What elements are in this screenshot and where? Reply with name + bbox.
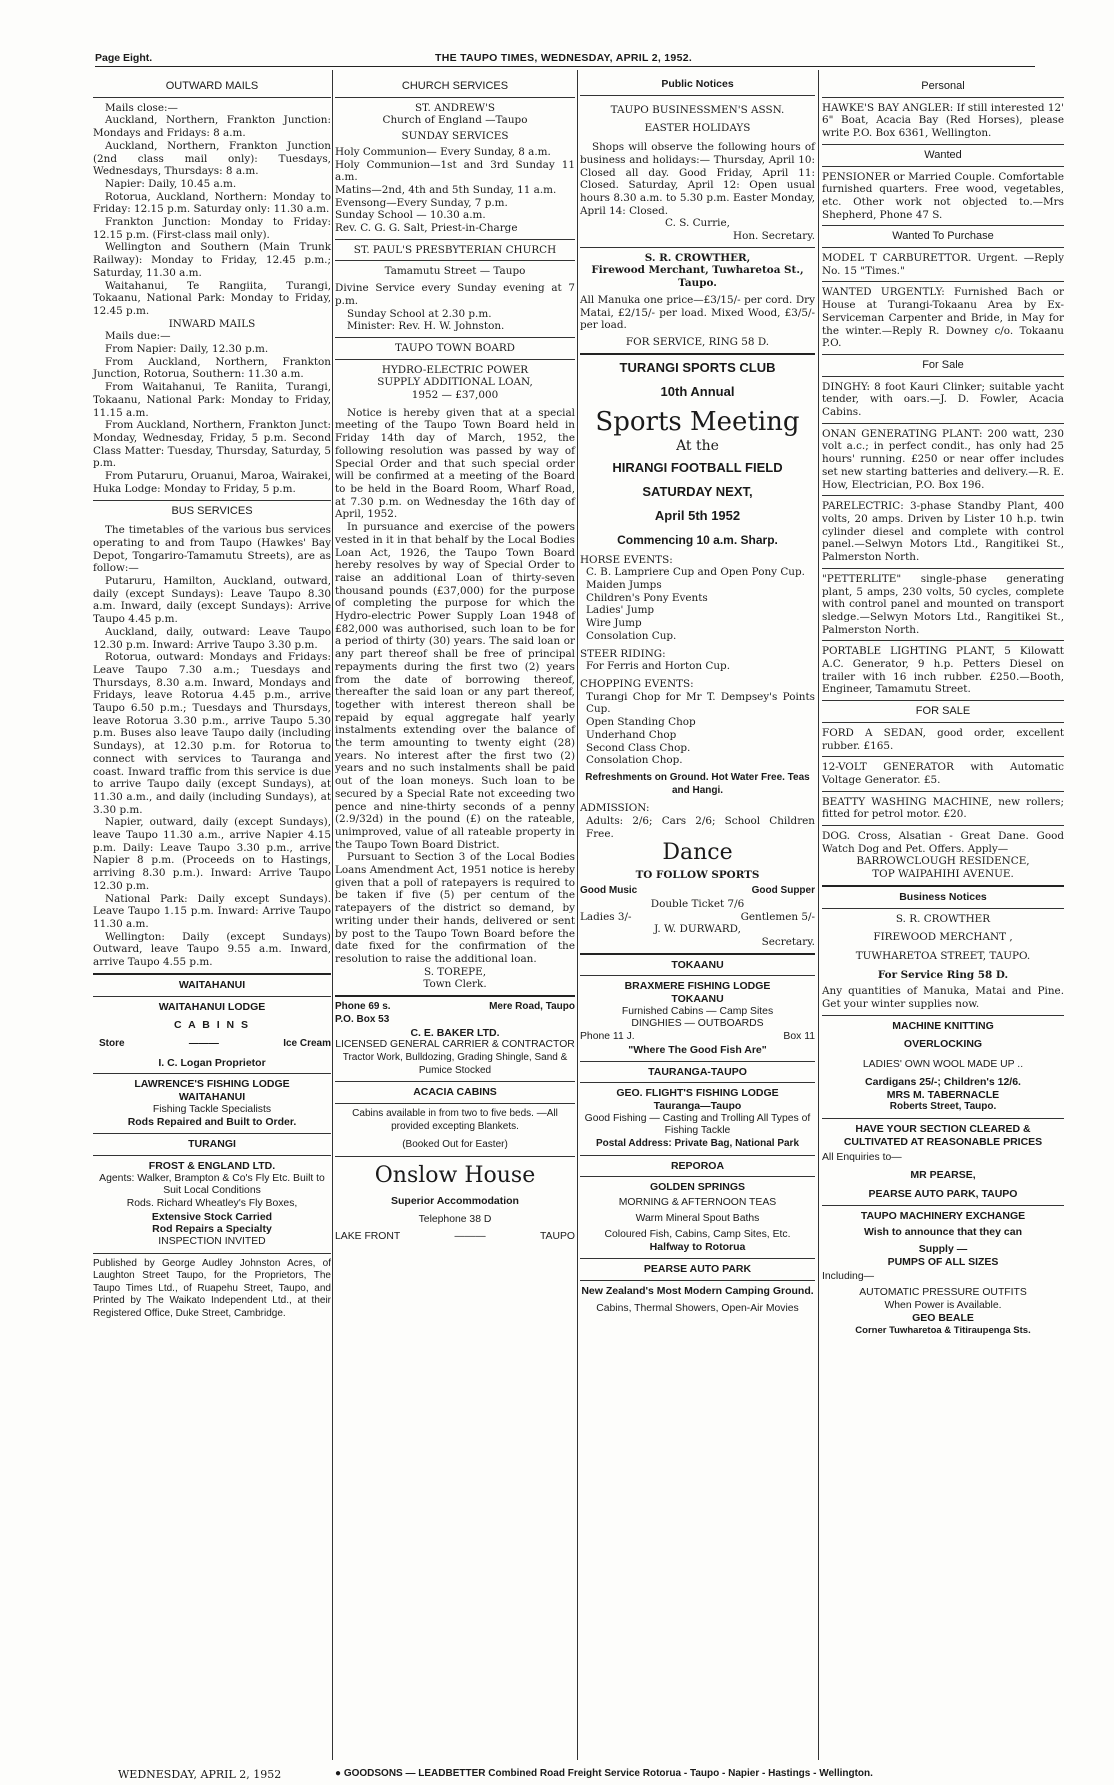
freight-banner: ● GOODSONS — LEADBETTER Combined Road Freight Service Rotorua - Taupo - Napier - Hastings - Wellington. (335, 1768, 873, 1779)
column-divider (332, 70, 333, 1760)
golden-line: Warm Mineral Spout Baths (635, 1212, 760, 1224)
event-line: Consolation Cup. (586, 629, 677, 642)
column-classifieds (822, 78, 1064, 1338)
golden-line: Halfway to Rotorua (649, 1241, 746, 1254)
event-line: Open Standing Chop (586, 716, 696, 729)
pearse-auto-park: PEARSE AUTO PARK (643, 1263, 752, 1275)
flight-address: Postal Address: Private Bag, National Park (595, 1138, 800, 1150)
crowther-line: Firewood Merchant, Tuwharetoa St., Taupo. (591, 264, 804, 290)
notice-paragraph: In pursuance and exercise of the powers vested in it in that behalf by the Local Bodies Loan Act, 1926, the Taupo Town Board hereby resolves by way of Special Order to raise an additional Loan of thirty-seven thousand pounds (£37,000) for the purpose of completing the purpose for which the Hydro-electric Power Supply Loan 1948 of £82,000 was authorised, such loan to be for a period of thirty (30) years. The said loan or any part thereof shall be free of principal repayments during the first two (2) years from the date of borrowing thereof, thereafter the said loan or any part thereof, together with interest thereon shall be repaid by equal aggregate half yearly instalments extending over the balance of the term amounting to twenty eight (28) years. No interest after the first two (2) years and no such instalments shall be paid out of the loan moneys. Such loan to be secured by a Special Rate not exceeding two pence and nine-thirty seconds of a penny (2.9/32d) in the pound (£) on the rateable, unimproved, value of all rateable property in the Taupo Town Board District. (335, 521, 575, 851)
event-line: C. B. Lampriere Cup and Open Pony Cup. (586, 566, 805, 579)
personal-heading: Personal (921, 80, 965, 92)
baker-box: P.O. Box 53 (335, 1013, 390, 1025)
event-line: Second Class Chop. (586, 741, 691, 754)
pearse-line: New Zealand's Most Modern Camping Ground. (581, 1284, 814, 1297)
mail-line: From Napier: Daily, 12.30 p.m. (105, 343, 269, 356)
classified-ad: ONAN GENERATING PLANT: 200 watt, 230 volt a.c.; in perfect condit., has only had 25 hours' running. £250 or near offer includes set new starting batteries and delivery.—R. E. How, Electrician, P.O. Box 196. (822, 427, 1065, 491)
golden-springs: GOLDEN SPRINGS (649, 1181, 746, 1194)
hydro-heading: SUPPLY ADDITIONAL LOAN, (377, 376, 533, 389)
tuwharetoa-street: TUWHARETOA STREET, TAUPO. (855, 949, 1031, 962)
waitahanui-heading: WAITAHANUI (178, 978, 246, 991)
section-cleared: HAVE YOUR SECTION CLEARED & CULTIVATED AT REASONABLE PRICES (843, 1123, 1043, 1148)
baker-phone: Phone 69 s. (335, 1001, 391, 1013)
service-line: Sunday School at 2.30 p.m. (347, 307, 492, 320)
mail-line: Waitahanui, Te Rangiita, Turangi, Tokaanu, National Park: Monday to Friday, 12.45 p.m. (93, 279, 331, 317)
footer-date: WEDNESDAY, APRIL 2, 1952 (118, 1768, 282, 1781)
pearse-park: PEARSE AUTO PARK, TAUPO (868, 1187, 1018, 1200)
mail-line: Mails due:— (105, 330, 171, 343)
classified-ad: HAWKE'S BAY ANGLER: If still interested 12' 6" Boat, Acacia Bay (Red Horses), please write P.O. Box 6361, Wellington. (822, 101, 1064, 140)
braxmere-box: Box 11 (783, 1031, 815, 1043)
classified-ad: MODEL T CARBURETTOR. Urgent. —Reply No. 15 "Times." (822, 252, 1064, 277)
knitting-line: LADIES' OWN WOOL MADE UP .. (862, 1059, 1024, 1071)
horse-events: HORSE EVENTS: (580, 553, 673, 566)
at-the: At the (676, 437, 719, 454)
classified-ad: FORD A SEDAN, good order, excellent rubber. £165. (822, 726, 1064, 752)
event-line: Turangi Chop for Mr T. Dempsey's Points Cup. (586, 690, 815, 716)
sunday-services: SUNDAY SERVICES (401, 130, 509, 143)
classified-ad: WANTED URGENTLY: Furnished Bach or House at Turangi-Tokaanu Area by Ex-Serviceman Carpenter and Bride, in May for the winter.—Reply R. Downey c/o. Tokaanu P.O. (822, 286, 1064, 350)
currie: C. S. Currie, (665, 217, 730, 230)
column-church: CHURCH SERVICES ST. ANDREW'S Church of England —Taupo SUNDAY SERVICES Holy Communion— Every Sunday, 8 a.m. Holy Communion—1st and 3rd Sunday 11 a.m. Matins—2nd, 4th and 5th Sunday, 11 a.m. Evensong—Every Sunday, 7 p.m. Sunday School — 10.30 a.m. Rev. C. G. G. Salt, Priest-in-Charge ST. PAUL'S PRESBYTERIAN CHURCH Tamamutu Street — Taupo Divine Service every Sunday evening at 7 p.m. Sunday School at 2.30 p.m. Minister: Rev. H. W. Johnston. TAUPO TOWN BOARD HYDRO-ELECTRIC POWER SUPPLY ADDITIONAL LOAN, 1952 — £37,000 Notice is hereby given that at a special meeting of the Taupo Town Board held in Friday 14th day of March, 1952, the following resolution was passed by way of Special Order and that such special order will be confirmed at a meeting of the Board to be held in the Board Room, Wharf Road, at 7.30 p.m. on Wednesday the 16th day of April, 1952. In pursuance and exercise of the powers vested in it in that behalf by the Local Bodies Loan Act, 1926, the Taupo Town Board hereby resolves by way of Special Order to raise an additional Loan of thirty-seven thousand pounds (£37,000) for the purpose of completing the purpose for which the Hydro-electric Power Supply Loan 1948 of £82,000 was authorised, such loan to be for a period of thirty (30) years. The said loan or any part thereof shall be free of principal repayments during the first two (2) years from the date of borrowing thereof, thereafter the said loan or any part thereof, together with interest thereon shall be repaid by equal aggregate half yearly instalments extending over the balance of the term amounting to twenty eight (28) years. No interest after the first two (2) years and no such instalments shall be paid out of the loan moneys. Such loan to be secured by a Special Rate not exceeding two pence and nine-thirty seconds of a penny (2.9/32d) in the pound (£) on the rateable, unimproved, value of all rateable property in the Taupo Town Board District. Pursuant to Section 3 of the Local Bodies Loans Amendment Act, 1951 notice is hereby given that a poll of ratepayers is required to be taken if five (5) per centum of the ratepayers of the district so demand, by writing under their hands, delivered or sent by post to the Taupo Town Board before the date fixed for the confirmation of the resolution to raise the additional loan. S. TOREPE, Town Clerk. Phone 69 s. Mere Road, Taupo P.O. Box 53 C. E. BAKER LTD. LICENSED GENERAL CARRIER & CONTRACTOR Tractor Work, Bulldozing, Grading Shingle, Sand & Pumice Stocked ACACIA CABINS Cabins available in from two to five beds. —All provided excepting Blankets. (Booked Out for Easter) Onslow House Superior Accommodation Telephone 38 D LAKE FRONT ——— TAUPO (335, 80, 575, 1242)
acacia-line: Cabins available in from two to five beds. —All provided excepting Blankets. (352, 1108, 558, 1132)
enquiries: All Enquiries to— (822, 1152, 902, 1164)
tamamutu-street: Tamamutu Street — Taupo (384, 265, 526, 278)
event-line: Wire Jump (586, 617, 642, 630)
onslow-line: Superior Accommodation (391, 1195, 519, 1208)
page-header (95, 50, 1035, 67)
event-line: Consolation Chop. (586, 754, 683, 767)
classified-ad: PENSIONER or Married Couple. Comfortable furnished quarters. Free wood, vegetables, etc. Other work not objected to.—Mrs Shepherd, Phone 47 S. (822, 170, 1064, 221)
bus-line: Auckland, daily, outward: Leave Taupo 12.30 p.m. Inward: Arrive Taupo 3.30 p.m. (93, 625, 331, 651)
ladies-price: Ladies 3/- (580, 910, 632, 923)
church-of-england: Church of England —Taupo (382, 114, 528, 127)
classified-ad: "PETTERLITE" single-phase generating plant, 5 amps, 230 volts, 50 cycles, complete with control panel and mounted on transport sledge.—Selwyn Motors Ltd., Rangitikei St., Palmerston North. (822, 572, 1064, 636)
business-notices-heading: Business Notices (899, 890, 987, 903)
braxmere-line: DINGHIES — OUTBOARDS (631, 1018, 764, 1030)
lawrence-place: WAITAHANUI (178, 1091, 246, 1104)
signature-title: Town Clerk. (423, 978, 487, 991)
baker-name: C. E. BAKER LTD. (410, 1026, 500, 1039)
frost-line: INSPECTION INVITED (158, 1236, 266, 1248)
tokaanu-heading: TOKAANU (671, 958, 724, 971)
classified-ad: PARELECTRIC: 3-phase Standby Plant, 400 volts, 20 amps. Driven by Lister 10 h.p. twin cylinder diesel and complete with control panel.—Selwyn Motors Ltd., Rangitikei St., Palmerston North. (822, 500, 1064, 564)
braxmere-title: BRAXMERE FISHING LODGE (624, 980, 771, 993)
tabernacle: MRS M. TABERNACLE (886, 1088, 1000, 1101)
turangi-heading: TURANGI (188, 1138, 236, 1151)
event-line: Ladies' Jump (586, 604, 655, 617)
frost-title: FROST & ENGLAND LTD. (148, 1159, 276, 1172)
store-label: Store (99, 1037, 125, 1049)
church-services-heading: CHURCH SERVICES (401, 80, 509, 92)
column-mails: OUTWARD MAILS Mails close:— Auckland, Northern, Frankton Junction: Mondays and Fridays: 8 a.m. Auckland, Northern, Frankton Junction (2nd class mail only): Tuesdays, Wednesdays, Thursdays: 8 a.m. Napier: Daily, 10.45 a.m. Rotorua, Auckland, Northern: Monday to Friday: 12.15 p.m. Saturday only: 11.30 a.m. Frankton Junction: Monday to Friday: 12.15 p.m. (First-class mail only). Wellington and Southern (Main Trunk Railway): Monday to Friday, 12.45 p.m.; Saturday, 11.30 a.m. Waitahanui, Te Rangiita, Turangi, Tokaanu, National Park: Monday to Friday, 12.45 p.m. INWARD MAILS Mails due:— From Napier: Daily, 12.30 p.m. From Auckland, Northern, Frankton Junction, Rotorua, Southern: 11.30 a.m. From Waitahanui, Te Raniita, Turangi, Tokaanu, National Park: Monday to Friday, 11.15 a.m. From Auckland, Northern, Frankton Junct: Monday, Wednesday, Friday, 5 p.m. Second Class Matter: Tuesday, Thursday, Saturday, 5 p.m. From Putaruru, Oruanui, Maroa, Wairakei, Huka Lodge: Monday to Friday, 5 p.m. BUS SERVICES The timetables of the various bus services operating to and from Taupo (Hawkes' Bay Depot, Tongariro-Tamamutu Streets), are as follow:— Putaruru, Hamilton, Auckland, outward, daily (except Sundays): Leave Taupo 8.30 a.m. Inward, daily (except Sundays): Arrive Taupo 4.45 p.m. Auckland, daily, outward: Leave Taupo 12.30 p.m. Inward: Arrive Taupo 3.30 p.m. Rotorua, outward: Mondays and Fridays: Leave Taupo 7.30 a.m.; Tuesdays and Thursdays, 8.30 a.m. Inward, Mondays and Fridays, leave Rotorua 4.45 p.m., arrive Taupo 6.50 p.m.; Tuesdays and Thursdays, leave Rotorua 3.30 p.m., arrive Taupo 5.30 p.m. Buses also leave Taupo daily (including Sundays), at 12.30 p.m. for Rotorua to connect with services to Tauranga and coast. Inward traffic from this service is due to arrive Taupo daily (except Sundays), at 11.30 a.m., and daily (including Sundays), at 3.30 p.m. Napier, outward, daily (except Sundays), leave Taupo 11.30 a.m., arrive Napier 4.15 p.m. Daily: Leave Taupo 3.30 p.m., arrive Napier 8 p.m. (Proceeds on to Hastings, arriving 8.30 p.m.). Inward: Arrive Taupo 12.30 p.m. National Park: Daily except Sundays). Leave Taupo 1.15 p.m. Inward: Arrive Taupo 11.30 a.m. Wellington: Daily (except Sundays) Outward, leave Taupo 9.55 a.m. Inward, arrive Taupo 4.55 p.m. WAITAHANUI WAITAHANUI LODGE C A B I N S Store ——— Ice Cream I. C. Logan Proprietor LAWRENCE'S FISHING LODGE WAITAHANUI Fishing Tackle Specialists Rods Repaired and Built to Order. TURANGI FROST & ENGLAND LTD. Agents: Walker, Brampton & Co's Fly Etc. Built to Suit Local Conditions Rods. Richard Wheatley's Fly Boxes, Extensive Stock Carried Rod Repairs a Specialty INSPECTION INVITED Published by George Audley Johnston Acres, of Laughton Street Taupo, for the Proprietors, The Taupo Times Ltd., of Ruapehu Street, Taupo, and Printed by The Waikato Independent Ltd., at their Registered Office, Duke Street, Cambridge. (93, 80, 331, 1319)
roberts-street: Roberts Street, Taupo. (889, 1101, 997, 1113)
gents-price: Gentlemen 5/- (740, 910, 815, 923)
frost-line: Rods. Richard Wheatley's Fly Boxes, (126, 1197, 298, 1209)
hydro-heading: HYDRO-ELECTRIC POWER (381, 363, 529, 376)
classified-ad: DINGHY: 8 foot Kauri Clinker; suitable yacht tender, with oars.—J. D. Fowler, Acacia Cabins. (822, 380, 1064, 419)
braxmere-place: TOKAANU (671, 993, 724, 1006)
service-ring: For Service Ring 58 D. (877, 968, 1009, 981)
service-line: Divine Service every Sunday evening at 7 p.m. (335, 282, 575, 307)
admission-line: Adults: 2/6; Cars 2/6; School Children Free. (586, 815, 815, 840)
st-andrews: ST. ANDREW'S (414, 101, 496, 114)
notice-paragraph: Pursuant to Section 3 of the Local Bodies Loans Amendment Act, 1951 notice is hereby given that a poll of ratepayers is required to be taken if five (5) per centum of the ratepayers of the district so demand, by writing under their hands, delivered or sent by post to the Taupo Town Board before the date fixed for the confirmation of the resolution to raise the additional loan. (335, 851, 575, 965)
service-line: Matins—2nd, 4th and 5th Sunday, 11 a.m. (335, 183, 557, 196)
braxmere-phone: Phone 11 J. (580, 1031, 635, 1043)
st-pauls: ST. PAUL'S PRESBYTERIAN CHURCH (353, 243, 557, 256)
follow-sports: TO FOLLOW SPORTS (635, 869, 760, 882)
barrowclough: BARROWCLOUGH RESIDENCE, (856, 855, 1030, 868)
machinery-line: Wish to announce that they can (863, 1226, 1022, 1239)
baker-line: LICENSED GENERAL CARRIER & CONTRACTOR (335, 1039, 575, 1051)
crowther-prices: All Manuka one price—£3/15/- per cord. Dry Matai, £2/15/- per load. Mixed Wood, £3/5/- per load. (580, 293, 815, 332)
column-public-notices (580, 78, 815, 1316)
lawrence-tagline: Fishing Tackle Specialists (152, 1103, 272, 1115)
braxmere-slogan: "Where The Good Fish Are" (628, 1043, 767, 1056)
inward-mails-heading: INWARD MAILS (168, 317, 256, 330)
chopping-events: CHOPPING EVENTS: (580, 677, 694, 690)
golden-line: MORNING & AFTERNOON TEAS (618, 1197, 777, 1209)
mail-line: Auckland, Northern, Frankton Junction (2nd class mail only): Tuesdays, Wednesdays, Thursdays: 8 a.m. (93, 139, 331, 178)
bus-line: Wellington: Daily (except Sundays) Outward, leave Taupo 9.55 a.m. Inward, arrive Taupo 4.55 p.m. (93, 930, 331, 969)
businessmen-assn: TAUPO BUSINESSMEN'S ASSN. (610, 103, 785, 116)
flight-title: GEO. FLIGHT'S FISHING LODGE (616, 1087, 779, 1100)
bus-line: National Park: Daily except Sundays). Leave Taupo 1.15 p.m. Inward: Arrive Taupo 11.30 a.m. (93, 892, 331, 930)
mail-line: From Putaruru, Oruanui, Maroa, Wairakei, Huka Lodge: Monday to Friday, 5 p.m. (93, 470, 331, 495)
braxmere-line: Furnished Cabins — Camp Sites (621, 1005, 774, 1017)
admission: ADMISSION: (580, 802, 650, 815)
lawrence-lodge: LAWRENCE'S FISHING LODGE (134, 1078, 290, 1091)
secretary: Secretary. (761, 935, 815, 948)
overlocking: OVERLOCKING (903, 1038, 983, 1051)
steer-riding: STEER RIDING: (580, 647, 666, 660)
mail-line: From Waitahanui, Te Raniita, Turangi, Tokaanu, National Park: Monday to Friday, 11.15 a.m. (93, 381, 331, 419)
frost-line: Extensive Stock Carried (151, 1210, 273, 1223)
baker-line: Tractor Work, Bulldozing, Grading Shingle, Sand & Pumice Stocked (342, 1051, 568, 1076)
notice-paragraph: Notice is hereby given that at a special meeting of the Taupo Town Board held in Friday 14th day of March, 1952, the following resolution was passed by way of Special Order and that such special order will be confirmed at a meeting of the Board to be held in the Board Room, Wharf Road, at 7.30 p.m. on Wednesday the 16th day of April, 1952. (335, 406, 575, 521)
pumps: PUMPS OF ALL SIZES (887, 1255, 999, 1268)
reporoa-heading: REPOROA (670, 1159, 725, 1172)
mail-line: Mails close:— (105, 101, 178, 114)
ice-cream-label: Ice Cream (283, 1037, 331, 1049)
onslow-lake: LAKE FRONT (335, 1230, 401, 1242)
flight-line: Good Fishing — Casting and Trolling All Types of Fishing Tackle (584, 1112, 811, 1137)
machinery-line: Including— (822, 1271, 874, 1283)
waitahanui-lodge: WAITAHANUI LODGE (158, 1000, 266, 1013)
bus-line: Rotorua, outward: Mondays and Fridays: Leave Taupo 7.30 a.m.; Tuesdays and Thursdays, 8.30 a.m. Inward, Mondays and Fridays, leave Rotorua 4.45 p.m., arrive Taupo 6.50 p.m.; Tuesdays and Thursdays, leave Rotorua 3.30 p.m., arrive Taupo 5.30 p.m. Buses also leave Taupo daily (including Sundays), at 12.30 p.m. for Rotorua to connect with services to Tauranga and coast. Inward traffic from this service is due to arrive Taupo daily (except Sundays), at 11.30 a.m., and daily (including Sundays), at 3.30 p.m. (93, 651, 331, 816)
april-date: April 5th 1952 (654, 507, 741, 523)
service-line: Holy Communion— Every Sunday, 8 a.m. (335, 145, 551, 158)
knitting-title: MACHINE KNITTING (892, 1019, 994, 1032)
mail-line: Frankton Junction: Monday to Friday: 12.15 p.m. (First-class mail only). (93, 216, 331, 241)
bus-line: Putaruru, Hamilton, Auckland, outward, daily (except Sundays): Leave Taupo 8.30 a.m. Inward, daily (except Sundays): Arrive Taupo 4.45 p.m. (93, 575, 331, 626)
mail-line: From Auckland, Northern, Frankton Junction, Rotorua, Southern: 11.30 a.m. (93, 355, 331, 381)
double-ticket: Double Ticket 7/6 (650, 897, 745, 910)
beale-address: Corner Tuwharetoa & Titiraupenga Sts. (855, 1325, 1031, 1337)
baker-road: Mere Road, Taupo (489, 1001, 575, 1013)
onslow-phone: Telephone 38 D (418, 1213, 492, 1225)
waipahihi: TOP WAIPAHIHI AVENUE. (872, 868, 1014, 881)
tauranga-heading: TAURANGA-TAUPO (648, 1065, 747, 1078)
geo-beale: GEO BEALE (912, 1312, 974, 1325)
bus-line: The timetables of the various bus services operating to and from Taupo (Hawkes' Bay Depot, Tongariro-Tamamutu Streets), are as follow:— (93, 524, 331, 575)
service-line: Sunday School — 10.30 a.m. (335, 209, 486, 222)
firewood-quantities: Any quantities of Manuka, Matai and Pine. Get your winter supplies now. (822, 985, 1064, 1011)
pressure-outfits: AUTOMATIC PRESSURE OUTFITS (859, 1287, 1027, 1299)
classified-ad: PORTABLE LIGHTING PLANT, 5 Kilowatt A.C. Generator, 9 h.p. Petters Diesel on trailer with 16 inch rubber. £250.—Booth, Engineer, Tamamutu Street. (822, 645, 1064, 696)
outward-mails-heading: OUTWARD MAILS (165, 80, 259, 92)
wanted-heading: Wanted (924, 148, 962, 161)
mail-line: From Auckland, Northern, Frankton Junct: Monday, Wednesday, Friday, 5 p.m. Second Class Matter: Tuesday, Thursday, Saturday, 5 p.m. (93, 419, 331, 470)
event-line: For Ferris and Horton Cup. (586, 660, 730, 673)
imprint: Published by George Audley Johnston Acres, of Laughton Street Taupo, for the Proprietors, The Taupo Times Ltd., of Ruapehu Street, Taupo, and Printed by The Waikato Independent Ltd., at their Registered Office, Duke Street, Cambridge. (93, 1257, 331, 1319)
public-notices-heading: Public Notices (661, 78, 734, 90)
firewood-merchant: FIREWOOD MERCHANT , (873, 931, 1013, 944)
column-divider (577, 70, 578, 1760)
service-line: Evensong—Every Sunday, 7 p.m. (335, 196, 508, 209)
lawrence-repairs: Rods Repaired and Built to Order. (127, 1116, 297, 1129)
onslow-house: Onslow House (374, 1163, 536, 1189)
event-line: Maiden Jumps (586, 579, 662, 592)
easter-holidays: EASTER HOLIDAYS (644, 122, 751, 135)
hydro-heading: 1952 — £37,000 (411, 389, 499, 402)
bus-line: Napier, outward, daily (except Sundays), leave Taupo 11.30 a.m., arrive Napier 4.15 p.m. Daily: Leave Taupo 3.30 p.m., arrive Napier 8 p.m. (Proceeds on to Hastings, arriving 8.30 p.m.). Inward: Arrive Taupo 12.30 p.m. (93, 816, 331, 892)
crowther-service: FOR SERVICE, RING 58 D. (625, 335, 770, 348)
wanted-purchase-heading: Wanted To Purchase (892, 230, 994, 243)
refreshments: Refreshments on Ground. Hot Water Free. Teas and Hangi. (585, 771, 810, 796)
column-divider (818, 70, 819, 1760)
page-number: Page Eight. (95, 52, 153, 64)
frost-line: Rod Repairs a Specialty (152, 1223, 272, 1236)
durward: J. W. DURWARD, (654, 923, 741, 936)
cabins-label: C A B I N S (173, 1019, 251, 1032)
mail-line: Auckland, Northern, Frankton Junction: Mondays and Fridays: 8 a.m. (93, 114, 331, 140)
crowther-title: S. R. CROWTHER, (644, 251, 751, 264)
acacia-title: ACACIA CABINS (413, 1086, 497, 1099)
event-line: Underhand Chop (586, 728, 677, 741)
hon-secretary: Hon. Secretary. (733, 230, 815, 243)
mail-line: Rotorua, Auckland, Northern: Monday to Friday: 12.15 p.m. Saturday only: 11.30 a.m. (93, 190, 331, 216)
signature-name: S. TOREPE, (423, 965, 487, 978)
mail-line: Napier: Daily, 10.45 a.m. (105, 177, 237, 190)
easter-body: Shops will observe the following hours of business and holidays:— Thursday, April 10: Closed all day. Good Friday, April 11: Closed. Saturday, April 12: Open usual hours 8.30 a.m. to 5.30 p.m. Easter Monday, April 14: Closed. (580, 141, 815, 217)
golden-line: Coloured Fish, Cabins, Camp Sites, Etc. (604, 1228, 791, 1240)
mail-line: Wellington and Southern (Main Trunk Railway): Monday to Friday, 12.45 p.m.; Saturday, 11.30 a.m. (93, 241, 331, 279)
commencing: Commencing 10 a.m. Sharp. (617, 532, 778, 547)
acacia-line: (Booked Out for Easter) (402, 1139, 508, 1151)
service-line: Rev. C. G. G. Salt, Priest-in-Charge (335, 222, 518, 235)
annual: 10th Annual (660, 383, 735, 399)
knitting-prices: Cardigans 25/-; Children's 12/6. (865, 1075, 1021, 1088)
service-line: Minister: Rev. H. W. Johnston. (347, 320, 505, 333)
saturday-next: SATURDAY NEXT, (642, 483, 753, 499)
flight-place: Tauranga—Taupo (653, 1099, 742, 1112)
proprietor: I. C. Logan Proprietor (158, 1056, 266, 1069)
sports-meeting: Sports Meeting (595, 406, 800, 437)
service-line: Holy Communion—1st and 3rd Sunday 11 a.m. (335, 158, 575, 184)
pearse-line: Cabins, Thermal Showers, Open-Air Movies (596, 1303, 799, 1315)
classified-ad: DOG. Cross, Alsatian - Great Dane. Good Watch Dog and Pet. Offers. Apply— (822, 830, 1064, 855)
machinery-exchange: TAUPO MACHINERY EXCHANGE (860, 1209, 1026, 1222)
for-sale-caps-heading: FOR SALE (915, 705, 971, 718)
sports-club: TURANGI SPORTS CLUB (619, 359, 776, 375)
machinery-line: When Power is Available. (884, 1299, 1002, 1311)
classified-ad: 12-VOLT GENERATOR with Automatic Voltage Generator. £5. (822, 761, 1064, 786)
dance: Dance (662, 840, 733, 866)
business-crowther: S. R. CROWTHER (895, 912, 991, 925)
machinery-line: Supply — (918, 1242, 968, 1255)
onslow-taupo: TAUPO (539, 1230, 575, 1242)
classified-ad: BEATTY WASHING MACHINE, new rollers; fitted for petrol motor. £20. (822, 795, 1064, 821)
good-music: Good Music (580, 885, 638, 897)
good-supper: Good Supper (751, 885, 815, 897)
town-board-heading: TAUPO TOWN BOARD (395, 341, 515, 354)
for-sale-heading: For Sale (922, 358, 964, 371)
frost-line: Agents: Walker, Brampton & Co's Fly Etc. Built to Suit Local Conditions (99, 1172, 325, 1197)
bus-services-heading: BUS SERVICES (171, 504, 253, 517)
event-line: Children's Pony Events (586, 591, 708, 604)
mr-pearse: MR PEARSE, (910, 1169, 976, 1182)
masthead: THE TAUPO TIMES, WEDNESDAY, APRIL 2, 1952. (435, 52, 693, 64)
hirangi-field: HIRANGI FOOTBALL FIELD (612, 459, 783, 475)
